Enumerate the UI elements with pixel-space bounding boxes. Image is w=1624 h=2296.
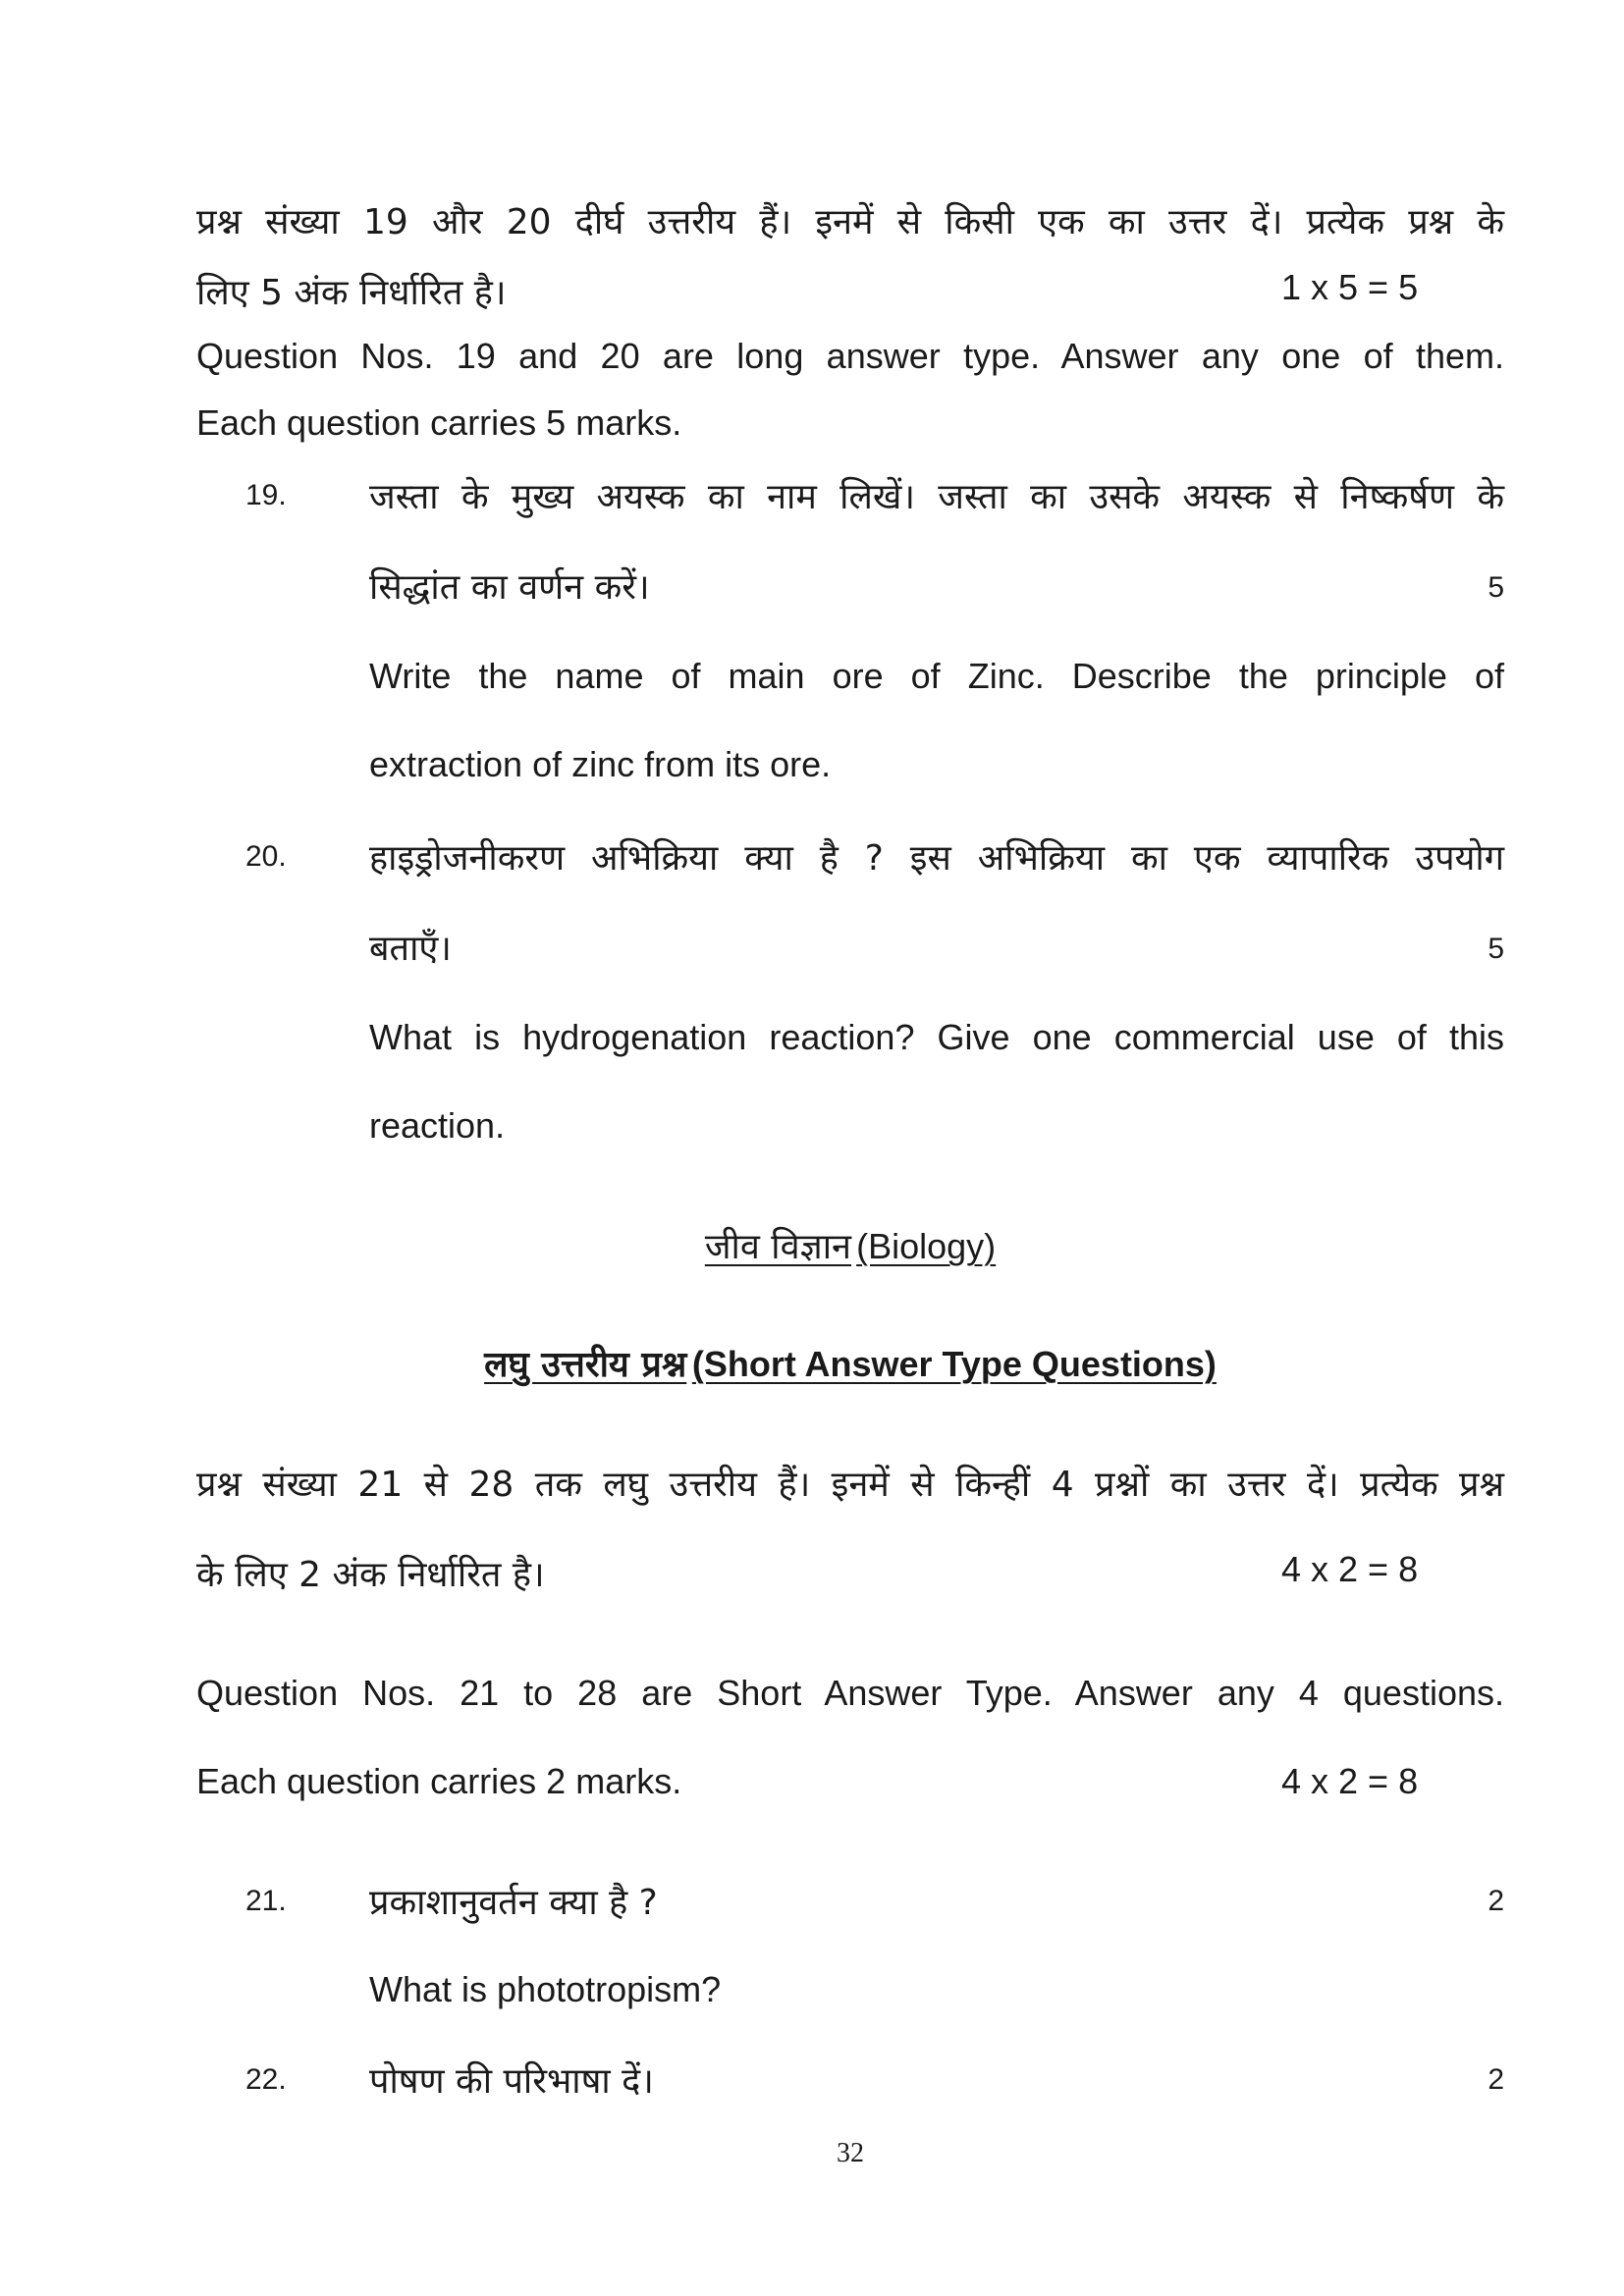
section-title-en: (Biology)	[856, 1226, 997, 1266]
subsection-title-en: (Short Answer Type Questions)	[691, 1344, 1217, 1384]
question-marks: 5	[1488, 571, 1504, 604]
page-number: 32	[837, 2138, 864, 2168]
question-marks: 2	[1488, 2063, 1504, 2096]
question-20-en-line1: What is hydrogenation reaction? Give one commercial use of this	[369, 1017, 1504, 1057]
short-answer-instruction-hi-line1: प्रश्न संख्या 21 से 28 तक लघु उत्तरीय हैं। इनमें से किन्हीं 4 प्रश्नों का उत्तर दें। प्रत्येक प्रश्न	[196, 1465, 1504, 1505]
question-marks: 5	[1488, 933, 1504, 965]
long-answer-instruction-hi-line2: लिए 5 अंक निर्धारित है।	[196, 273, 507, 313]
section-title	[196, 1221, 1504, 1269]
long-answer-instruction-hi-line1: प्रश्न संख्या 19 और 20 दीर्घ उत्तरीय हैं। इनमें से किसी एक का उत्तर दें। प्रत्येक प्रश्न के	[196, 202, 1504, 242]
question-20-hi-line1: हाइड्रोजनीकरण अभिक्रिया क्या है ? इस अभिक्रिया का एक व्यापारिक उपयोग	[369, 838, 1504, 879]
long-answer-instruction-en-line2: Each question carries 5 marks.	[196, 402, 682, 443]
question-number: 21.	[245, 1885, 287, 1917]
long-answer-marks-formula: 1 x 5 = 5	[1281, 267, 1419, 307]
question-21-en: What is phototropism?	[369, 1969, 722, 2009]
subsection-title	[196, 1339, 1504, 1387]
subsection-title-hi: लघु उत्तरीय प्रश्न	[484, 1345, 687, 1385]
question-20-en-line2: reaction.	[369, 1105, 506, 1146]
short-answer-instruction-hi-line2: के लिए 2 अंक निर्धारित है।	[196, 1555, 545, 1595]
question-marks: 2	[1488, 1885, 1504, 1917]
question-number: 20.	[245, 840, 287, 873]
question-19-en-line1: Write the name of main ore of Zinc. Describe the principle of	[369, 656, 1504, 696]
question-21-hi: प्रकाशानुवर्तन क्या है ?	[369, 1883, 658, 1923]
question-20-hi-line2: बताएँ।	[369, 929, 452, 969]
question-number: 19.	[245, 479, 287, 511]
question-19-hi-line2: सिद्धांत का वर्णन करें।	[369, 567, 650, 608]
question-number: 22.	[245, 2063, 287, 2096]
question-19-hi-line1: जस्ता के मुख्य अयस्क का नाम लिखें। जस्ता का उसके अयस्क से निष्कर्षण के	[369, 477, 1504, 517]
long-answer-instruction-en-line1: Question Nos. 19 and 20 are long answer type. Answer any one of them.	[196, 336, 1504, 376]
short-answer-marks-formula-hi: 4 x 2 = 8	[1281, 1549, 1419, 1589]
section-title-hi: जीव विज्ञान	[704, 1227, 852, 1267]
question-19-en-line2: extraction of zinc from its ore.	[369, 744, 832, 784]
question-22-hi: पोषण की परिभाषा दें।	[369, 2061, 654, 2102]
short-answer-instruction-en-line1: Question Nos. 21 to 28 are Short Answer Type. Answer any 4 questions.	[196, 1673, 1504, 1713]
short-answer-instruction-en-line2: Each question carries 2 marks.	[196, 1761, 682, 1801]
short-answer-marks-formula-en: 4 x 2 = 8	[1281, 1761, 1419, 1801]
